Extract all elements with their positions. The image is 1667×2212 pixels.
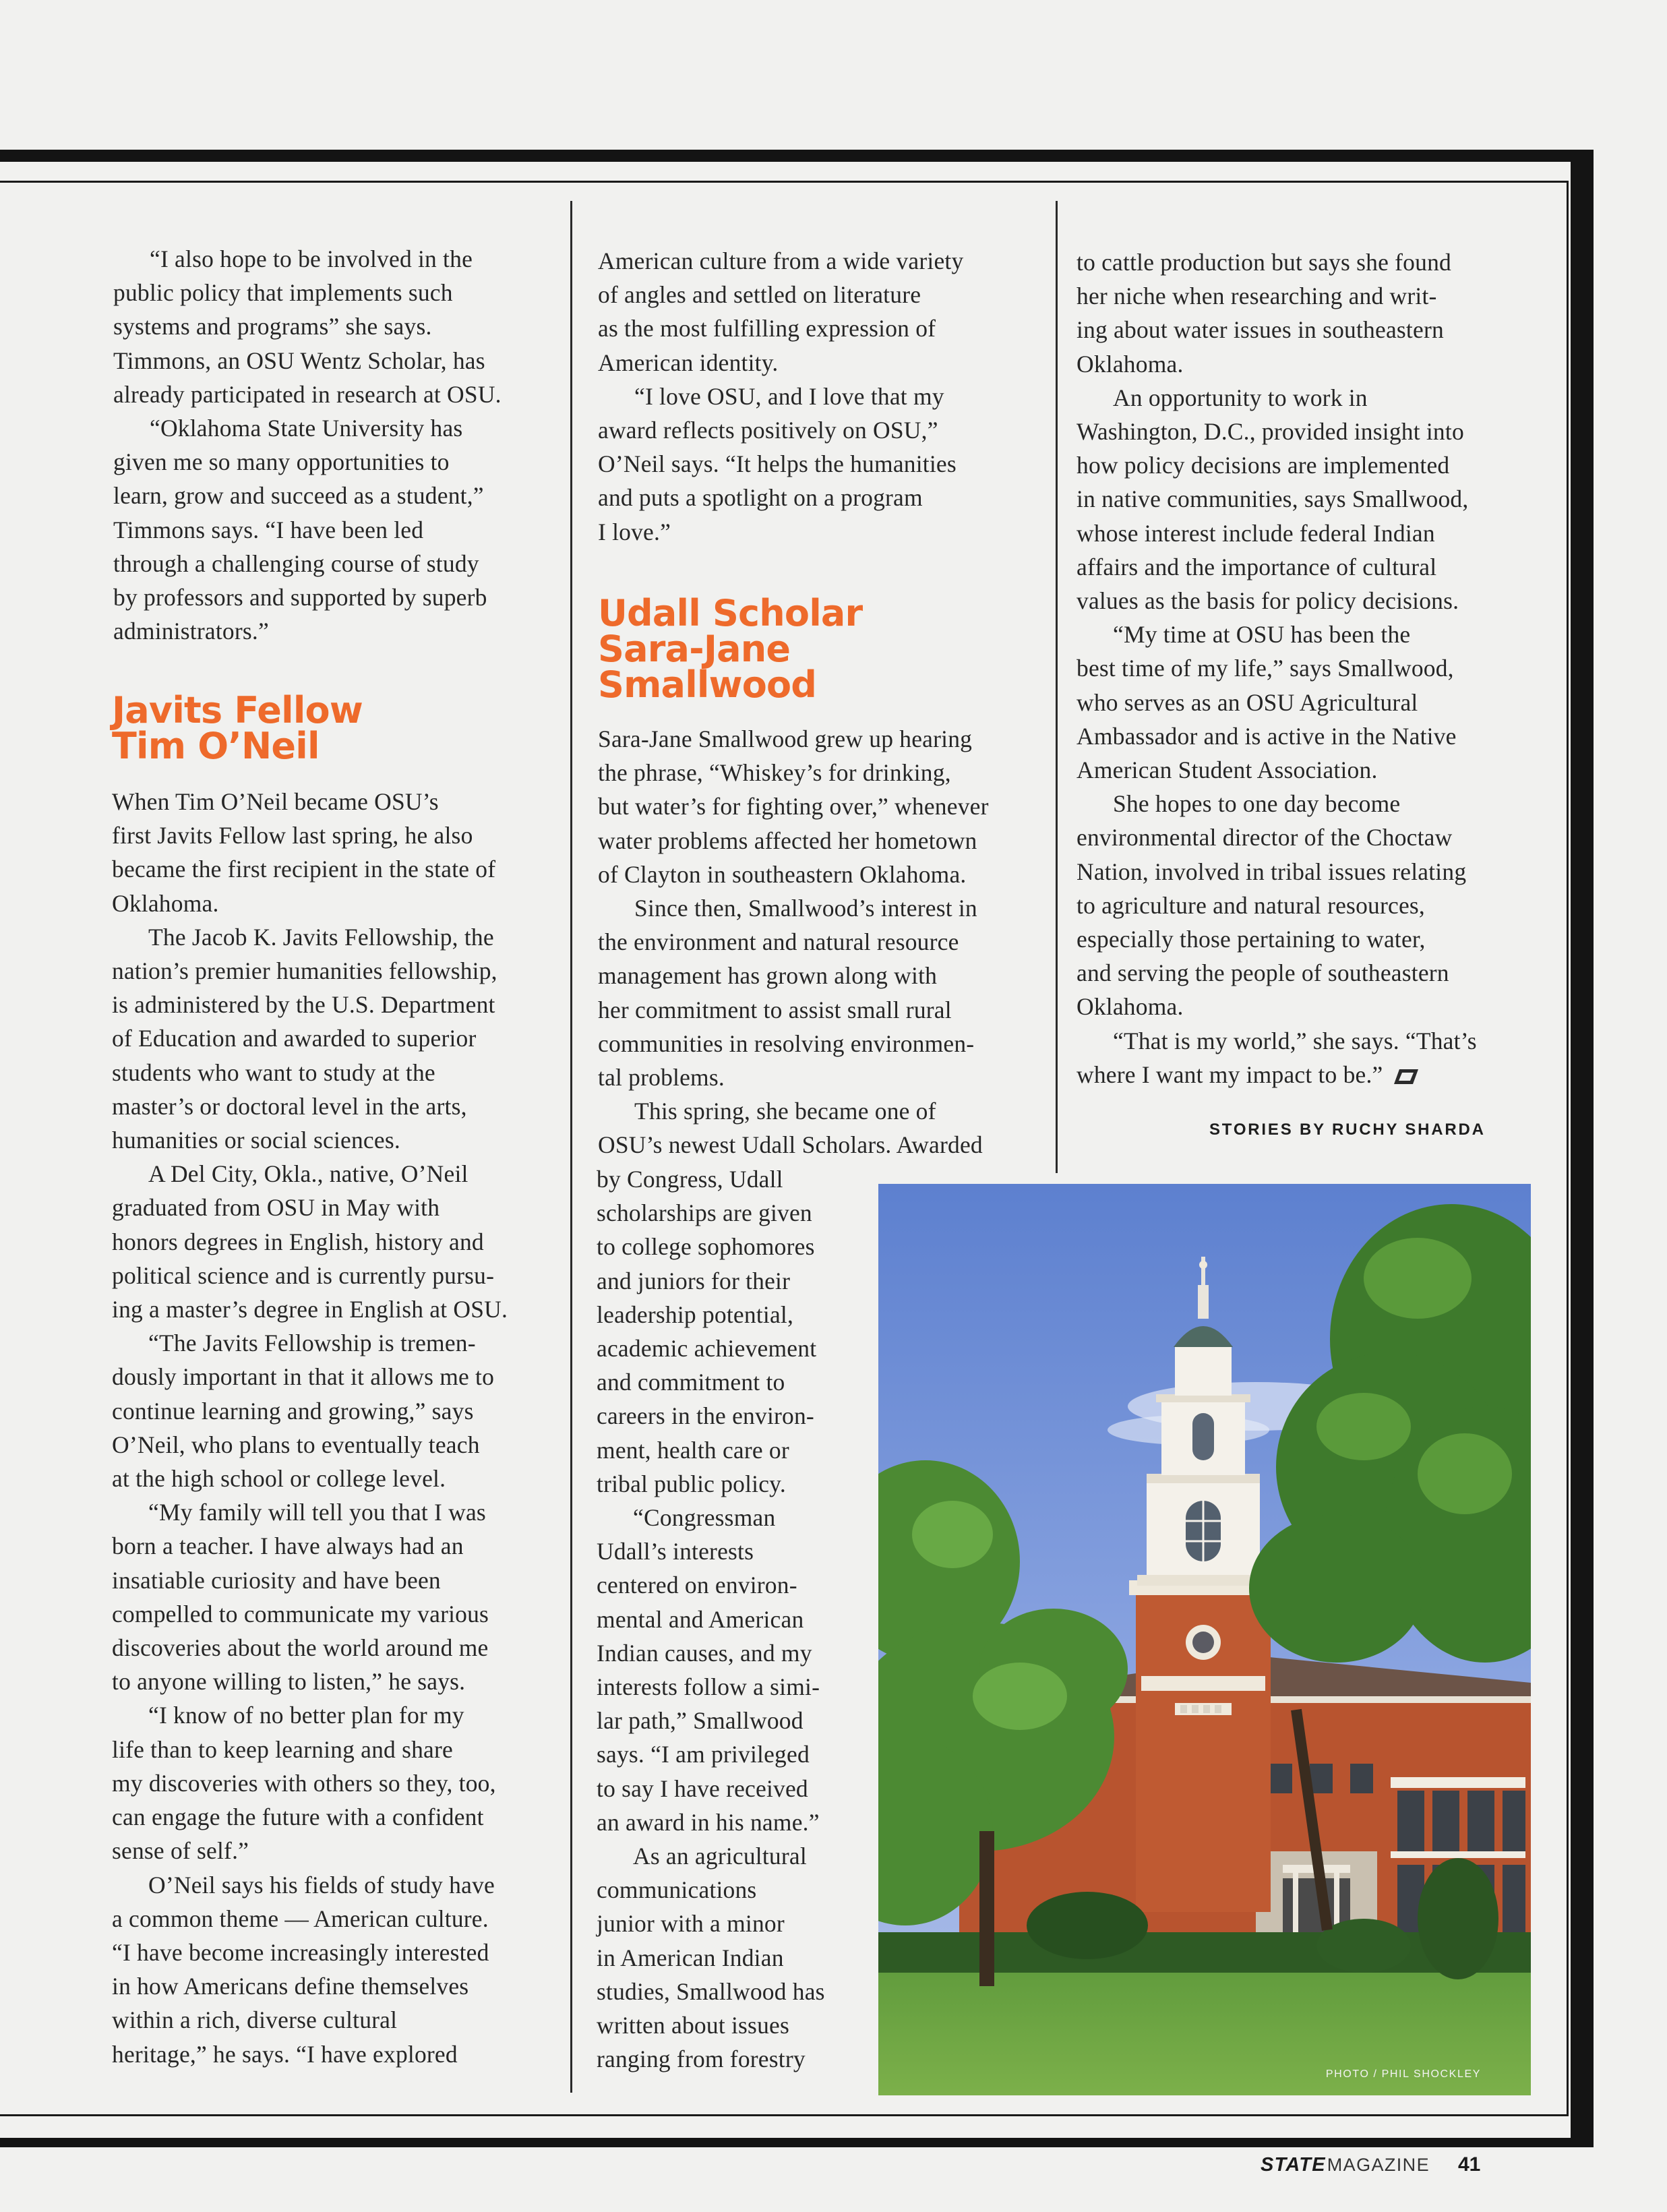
text-line: graduated from OSU in May with <box>112 1194 440 1222</box>
text-line: master’s or doctoral level in the arts, <box>112 1092 467 1120</box>
text-line: where I want my impact to be.” <box>1077 1058 1477 1092</box>
text-line: ing a master’s degree in English at OSU. <box>112 1296 508 1323</box>
text-line: Nation, involved in tribal issues relating <box>1077 858 1467 885</box>
text-line: O’Neil, who plans to eventually teach <box>112 1431 480 1458</box>
text-line: can engage the future with a confident <box>112 1803 484 1831</box>
text-line: life than to keep learning and share <box>112 1735 453 1763</box>
text-line: centered on environ- <box>597 1572 797 1599</box>
text-line: OSU’s newest Udall Scholars. Awarded <box>598 1131 983 1159</box>
text-line: says. “I am privileged <box>597 1741 810 1768</box>
text-line: water problems affected her hometown <box>598 827 977 854</box>
text-line: careers in the environ- <box>597 1402 814 1430</box>
text-line: Timmons, an OSU Wentz Scholar, has <box>113 347 485 374</box>
text-line: “Oklahoma State University has <box>150 415 463 442</box>
campus-photo-illustration <box>878 1184 1531 2095</box>
text-line: affairs and the importance of cultural <box>1077 553 1437 580</box>
text-line: given me so many opportunities to <box>113 448 450 476</box>
text-line: studies, Smallwood has <box>597 1977 825 2005</box>
heading-udall-line-2: Sara-Jane <box>598 628 791 670</box>
text-line: academic achievement <box>597 1335 817 1363</box>
text-line: “My family will tell you that I was <box>148 1499 486 1526</box>
photo-credit: PHOTO / PHIL SHOCKLEY <box>1325 2068 1481 2080</box>
text-line: She hopes to one day become <box>1113 790 1401 818</box>
text-line: to say I have received <box>597 1774 808 1802</box>
text-line: written about issues <box>597 2012 789 2039</box>
text-line: political science and is currently pursu- <box>112 1261 495 1289</box>
text-line: American culture from a wide variety <box>598 247 964 274</box>
text-line: in native communities, says Smallwood, <box>1077 485 1469 513</box>
text-line: ment, health care or <box>597 1436 789 1464</box>
text-line: and serving the people of southeastern <box>1077 959 1449 987</box>
column-rule-right <box>1056 201 1058 1173</box>
column-2-body-wide <box>598 722 989 1162</box>
text-line: nation’s premier humanities fellowship, <box>112 957 497 985</box>
text-line: Washington, D.C., provided insight into <box>1077 418 1464 446</box>
text-line: as the most fulfilling expression of <box>598 315 936 342</box>
text-line: and commitment to <box>597 1369 785 1396</box>
text-line: ing about water issues in southeastern <box>1077 316 1444 344</box>
text-line: systems and programs” she says. <box>113 313 432 340</box>
text-line: “I have become increasingly interested <box>112 1938 489 1966</box>
text-line: Timmons says. “I have been led <box>113 516 424 543</box>
text-line: of angles and settled on literature <box>598 281 921 309</box>
text-line: “I know of no better plan for my <box>148 1702 464 1729</box>
text-line: to agriculture and natural resources, <box>1077 891 1426 919</box>
osu-o-end-mark-icon <box>1393 1068 1420 1085</box>
text-line: by professors and supported by superb <box>113 584 487 611</box>
text-line: continue learning and growing,” says <box>112 1397 474 1425</box>
column-1-body <box>112 785 508 2071</box>
text-line: of Education and awarded to superior <box>112 1025 477 1052</box>
text-line: As an agricultural <box>633 1843 807 1870</box>
heading-javits-line-1: Javits Fellow <box>112 689 363 731</box>
text-line: Oklahoma. <box>1077 350 1184 378</box>
heading-udall-scholar <box>598 592 863 706</box>
heading-javits-fellow <box>112 689 363 767</box>
text-line: at the high school or college level. <box>112 1465 446 1493</box>
text-line: how policy decisions are implemented <box>1077 452 1450 479</box>
text-line: insatiable curiosity and have been <box>112 1566 441 1594</box>
text-line: became the first recipient in the state of <box>112 856 496 883</box>
page-footer <box>1261 2153 1480 2180</box>
text-line: her commitment to assist small rural <box>598 996 952 1023</box>
column-3-body <box>1077 245 1477 1092</box>
text-line: heritage,” he says. “I have explored <box>112 2040 458 2068</box>
text-line: and puts a spotlight on a program <box>598 484 923 512</box>
text-line: administrators.” <box>113 618 269 645</box>
text-line: junior with a minor <box>597 1910 785 1938</box>
text-line: public policy that implements such <box>113 279 453 307</box>
heading-udall-line-3: Smallwood <box>598 663 817 706</box>
text-line: “The Javits Fellowship is tremen- <box>148 1329 476 1357</box>
text-line: the phrase, “Whiskey’s for drinking, <box>598 759 951 787</box>
text-line: sense of self.” <box>112 1837 249 1865</box>
text-line: “I love OSU, and I love that my <box>634 382 944 410</box>
text-line: A Del City, Okla., native, O’Neil <box>148 1160 468 1188</box>
text-line: within a rich, diverse cultural <box>112 2006 398 2034</box>
text-line: O’Neil says his fields of study have <box>148 1871 495 1899</box>
text-line: O’Neil says. “It helps the humanities <box>598 450 957 478</box>
heading-udall-line-1: Udall Scholar <box>598 592 863 634</box>
text-line: tal problems. <box>598 1064 725 1092</box>
text-line: communities in resolving environmen- <box>598 1029 975 1057</box>
text-line: especially those pertaining to water, <box>1077 926 1426 953</box>
text-line: I love.” <box>598 518 671 545</box>
text-line: American Student Association. <box>1077 756 1378 784</box>
text-line: her niche when researching and writ- <box>1077 282 1437 310</box>
text-line: “Congressman <box>633 1504 776 1532</box>
text-line: in how Americans define themselves <box>112 1973 469 2000</box>
text-line: Since then, Smallwood’s interest in <box>634 895 977 922</box>
text-line: This spring, she became one of <box>634 1098 936 1125</box>
text-line: award reflects positively on OSU,” <box>598 417 938 444</box>
text-line: mental and American <box>597 1605 804 1633</box>
text-line: interests follow a simi- <box>597 1673 820 1701</box>
text-line: The Jacob K. Javits Fellowship, the <box>148 923 494 951</box>
text-line: Oklahoma. <box>1077 993 1184 1021</box>
text-line: Udall’s interests <box>597 1538 754 1565</box>
text-line: “I also hope to be involved in the <box>150 245 473 272</box>
text-line: honors degrees in English, history and <box>112 1228 484 1255</box>
text-line: in American Indian <box>597 1944 784 1971</box>
text-line: the environment and natural resource <box>598 928 959 956</box>
text-line: whose interest include federal Indian <box>1077 519 1435 547</box>
page-number: 41 <box>1457 2153 1481 2176</box>
text-line: lar path,” Smallwood <box>597 1707 804 1735</box>
text-line: “My time at OSU has been the <box>1113 621 1411 649</box>
text-line: a common theme — American culture. <box>112 1905 489 1932</box>
text-line: communications <box>597 1876 757 1904</box>
text-line: to cattle production but says she found <box>1077 249 1451 276</box>
text-line: tribal public policy. <box>597 1470 786 1497</box>
text-line: best time of my life,” says Smallwood, <box>1077 655 1454 682</box>
text-line: first Javits Fellow last spring, he also <box>112 822 473 849</box>
heading-javits-line-2: Tim O’Neil <box>112 725 320 767</box>
text-line: who serves as an OSU Agricultural <box>1077 688 1418 716</box>
text-line: American identity. <box>598 349 779 376</box>
byline: STORIES BY RUCHY SHARDA <box>1209 1120 1486 1139</box>
column-1-intro <box>113 242 502 648</box>
text-line: already participated in research at OSU. <box>113 380 502 408</box>
text-line: ranging from forestry <box>597 2045 806 2073</box>
text-line: is administered by the U.S. Department <box>112 991 495 1019</box>
text-line: my discoveries with others so they, too, <box>112 1769 496 1797</box>
footer-brand: STATE <box>1261 2154 1326 2176</box>
text-line: through a challenging course of study <box>113 549 479 577</box>
campus-photo <box>878 1184 1531 2095</box>
text-line: learn, grow and succeed as a student,” <box>113 482 484 510</box>
text-line: to anyone willing to listen,” he says. <box>112 1668 466 1696</box>
text-line: humanities or social sciences. <box>112 1127 400 1154</box>
text-line: by Congress, Udall <box>597 1166 783 1193</box>
text-line: dously important in that it allows me to <box>112 1363 495 1391</box>
text-line: an award in his name.” <box>597 1808 820 1836</box>
text-line: Ambassador and is active in the Native <box>1077 722 1457 750</box>
text-line: but water’s for fighting over,” whenever <box>598 793 989 820</box>
text-line: values as the basis for policy decisions. <box>1077 587 1459 615</box>
column-2-intro <box>598 244 963 549</box>
text-line: of Clayton in southeastern Oklahoma. <box>598 860 967 888</box>
column-2-body-narrow <box>597 1162 825 2076</box>
text-line: “That is my world,” she says. “That’s <box>1113 1027 1477 1054</box>
text-line: to college sophomores <box>597 1233 815 1261</box>
text-line: compelled to communicate my various <box>112 1600 489 1627</box>
column-rule-left <box>570 201 572 2093</box>
text-line: students who want to study at the <box>112 1058 435 1086</box>
text-line: Sara-Jane Smallwood grew up hearing <box>598 725 973 752</box>
text-line: and juniors for their <box>597 1267 791 1294</box>
footer-magazine: MAGAZINE <box>1327 2155 1430 2175</box>
text-line: discoveries about the world around me <box>112 1634 489 1662</box>
text-line: environmental director of the Choctaw <box>1077 824 1453 851</box>
text-line: Indian causes, and my <box>597 1639 812 1667</box>
text-line: Oklahoma. <box>112 889 219 917</box>
text-line: leadership potential, <box>597 1301 794 1328</box>
text-line: management has grown along with <box>598 962 938 990</box>
text-line: An opportunity to work in <box>1113 384 1368 411</box>
text-line: scholarships are given <box>597 1199 812 1227</box>
text-line: When Tim O’Neil became OSU’s <box>112 788 439 815</box>
text-line: born a teacher. I have always had an <box>112 1532 464 1560</box>
